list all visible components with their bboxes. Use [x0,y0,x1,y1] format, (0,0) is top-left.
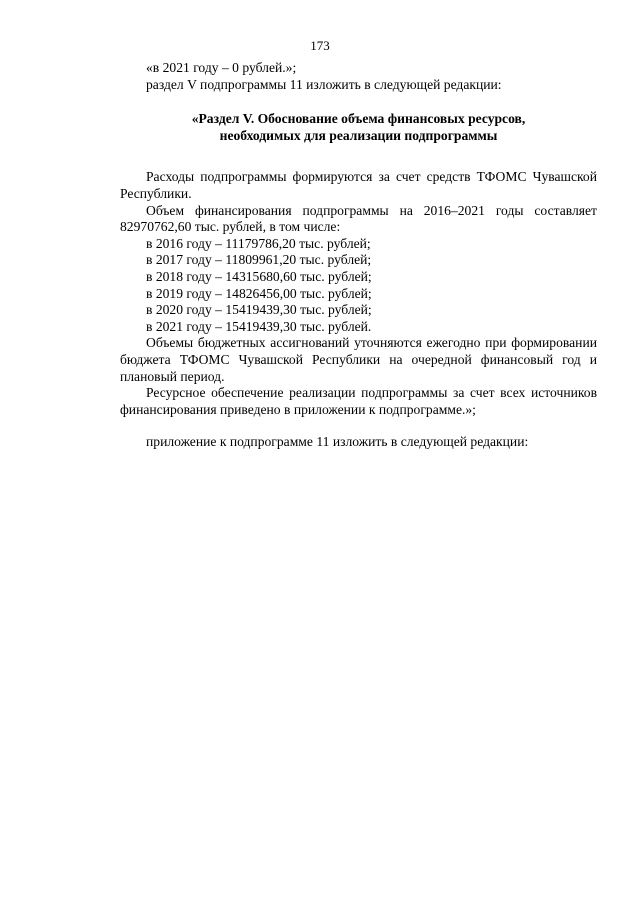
year-2016-line: в 2016 году – 11179786,20 тыс. рублей; [146,235,371,251]
paragraph-appendix-instruction: приложение к подпрограмме 11 изложить в следующей редакции: [146,434,529,450]
year-2020-line: в 2020 году – 15419439,30 тыс. рублей; [146,302,372,318]
section-heading-line-1: «Раздел V. Обоснование объема финансовых ресурсов, [191,111,526,127]
paragraph-funding-total: Объем финансирования подпрограммы на 2016–2021 годы составляет 82970762,60 тыс. рублей, в том числе: [120,202,597,235]
paragraph-resource-provision: Ресурсное обеспечение реализации подпрограммы за счет всех источников финансирования приведено в приложении к подпрограмме.»; [120,385,597,417]
page-number: 173 [310,38,330,53]
paragraph-expenses: Расходы подпрограммы формируются за счет средств ТФОМС Чувашской Республики. [120,169,597,201]
paragraph-budget-allocations: Объемы бюджетных ассигнований уточняются ежегодно при формировании бюджета ТФОМС Чувашской Республики на очередной финансовый год и плановый период. [120,335,597,384]
document-body [120,60,597,451]
year-2021-line: в 2021 году – 15419439,30 тыс. рублей. [146,318,372,334]
section-heading-line-2: необходимых для реализации подпрограммы [219,127,498,143]
intro-line-1: «в 2021 году – 0 рублей.»; [146,60,297,75]
intro-line-2: раздел V подпрограммы 11 изложить в следующей редакции: [146,76,502,92]
year-2018-line: в 2018 году – 14315680,60 тыс. рублей; [146,268,372,284]
year-2019-line: в 2019 году – 14826456,00 тыс. рублей; [146,285,372,301]
year-2017-line: в 2017 году – 11809961,20 тыс. рублей; [146,252,372,268]
paragraph-gap [120,418,597,434]
section-heading [120,111,597,144]
